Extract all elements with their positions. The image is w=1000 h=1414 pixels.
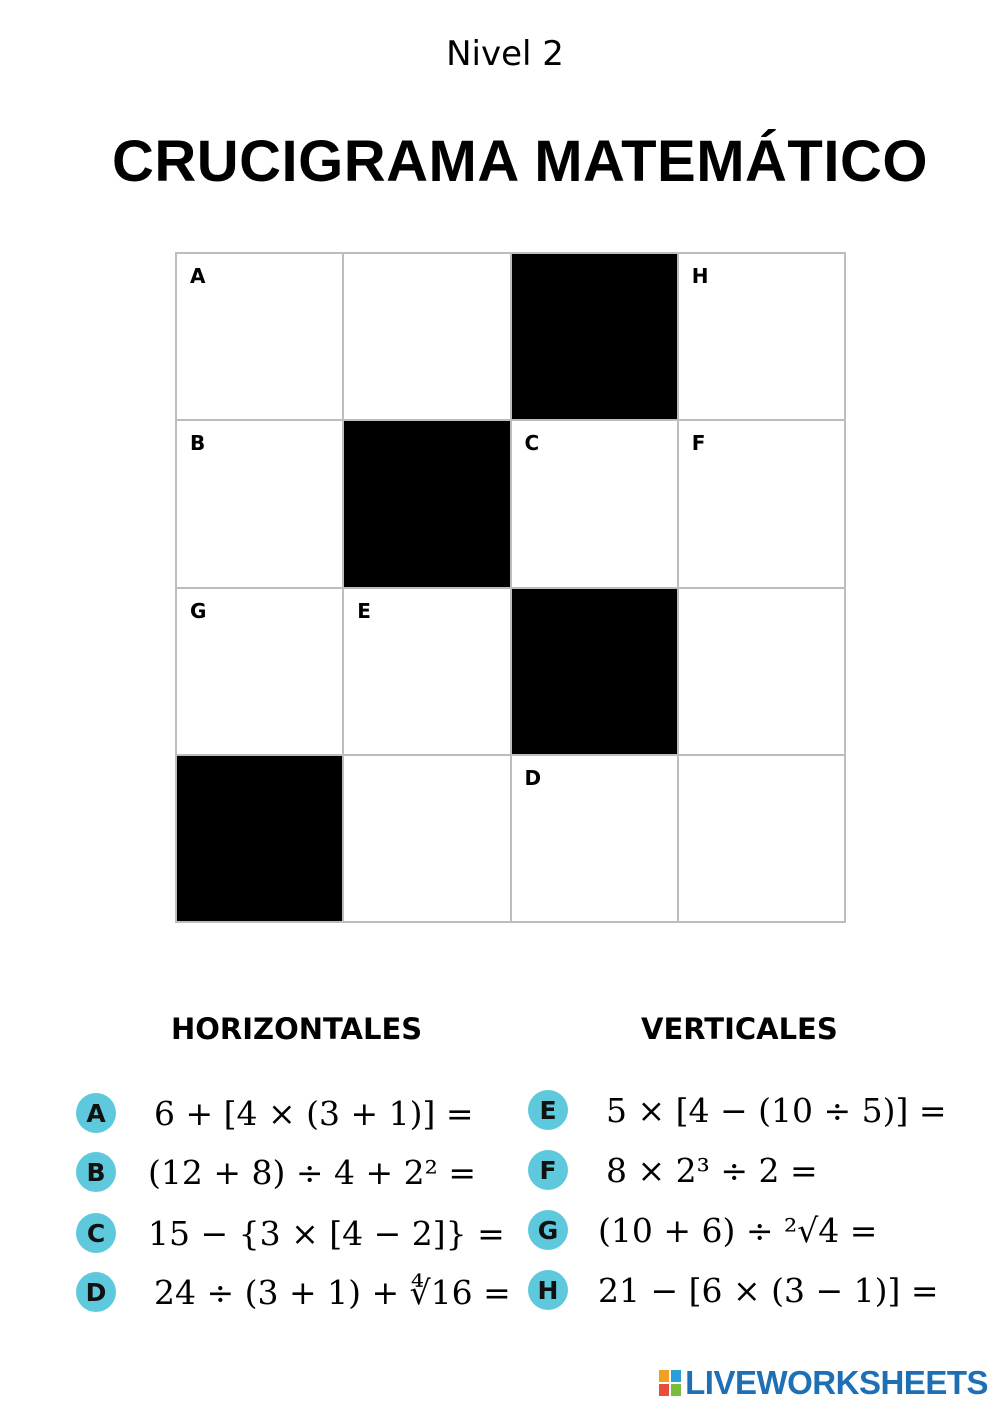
grid-cell[interactable] — [679, 421, 846, 588]
cell-label: A — [190, 264, 206, 288]
logo-text: LIVEWORKSHEETS — [685, 1364, 988, 1401]
cell-label: G — [190, 598, 207, 623]
cell-label: H — [691, 264, 709, 288]
grid-cell[interactable] — [344, 254, 511, 421]
grid-cell[interactable] — [344, 589, 511, 756]
clue-c — [76, 1213, 505, 1253]
clue-b — [76, 1152, 476, 1192]
clue-letter-badge: F — [528, 1150, 568, 1190]
clue-f — [528, 1150, 818, 1190]
clue-letter-badge: D — [76, 1272, 116, 1312]
cell-label: E — [357, 598, 371, 623]
grid-cell[interactable] — [177, 421, 344, 588]
cell-label: C — [524, 431, 540, 456]
clue-a — [76, 1093, 474, 1133]
clue-expression: 6 + [4 × (3 + 1)] = — [154, 1093, 474, 1133]
grid-cell — [177, 756, 344, 923]
grid-cell — [344, 421, 511, 588]
clue-expression: 8 × 2³ ÷ 2 = — [606, 1150, 818, 1190]
horizontales-heading: HORIZONTALES — [171, 1012, 423, 1046]
clue-d — [76, 1272, 511, 1312]
clue-letter-badge: G — [528, 1210, 568, 1250]
clue-expression: 15 − {3 × [4 − 2]} = — [148, 1213, 505, 1253]
clue-h — [528, 1270, 939, 1310]
level-label: Nivel 2 — [446, 34, 564, 74]
crossword-grid — [175, 252, 846, 923]
clue-letter-badge: H — [528, 1270, 568, 1310]
clue-expression: (10 + 6) ÷ ²√4 = — [598, 1210, 878, 1250]
grid-cell[interactable] — [679, 589, 846, 756]
clue-expression: 5 × [4 − (10 ÷ 5)] = — [606, 1090, 947, 1130]
clue-expression: 24 ÷ (3 + 1) + ∜16 = — [154, 1272, 511, 1312]
clue-e — [528, 1090, 947, 1130]
grid-cell[interactable] — [679, 756, 846, 923]
grid-cell[interactable] — [512, 756, 679, 923]
page-title: CRUCIGRAMA MATEMÁTICO — [112, 129, 928, 194]
grid-cell — [512, 254, 679, 421]
liveworksheets-icon — [659, 1370, 681, 1396]
cell-label: B — [190, 431, 206, 456]
verticales-heading: VERTICALES — [641, 1012, 838, 1046]
grid-cell[interactable] — [177, 254, 344, 421]
grid-cell[interactable] — [177, 589, 344, 756]
clue-letter-badge: C — [76, 1213, 116, 1253]
liveworksheets-logo — [659, 1364, 988, 1402]
grid-cell — [512, 589, 679, 756]
cell-label: F — [691, 431, 706, 456]
grid-cell[interactable] — [679, 254, 846, 421]
clue-letter-badge: E — [528, 1090, 568, 1130]
grid-cell[interactable] — [512, 421, 679, 588]
clue-g — [528, 1210, 877, 1250]
clue-expression: (12 + 8) ÷ 4 + 2² = — [148, 1152, 476, 1192]
clue-expression: 21 − [6 × (3 − 1)] = — [598, 1270, 939, 1310]
clue-letter-badge: B — [76, 1152, 116, 1192]
clue-letter-badge: A — [76, 1093, 116, 1133]
grid-cell[interactable] — [344, 756, 511, 923]
cell-label: D — [524, 765, 542, 790]
